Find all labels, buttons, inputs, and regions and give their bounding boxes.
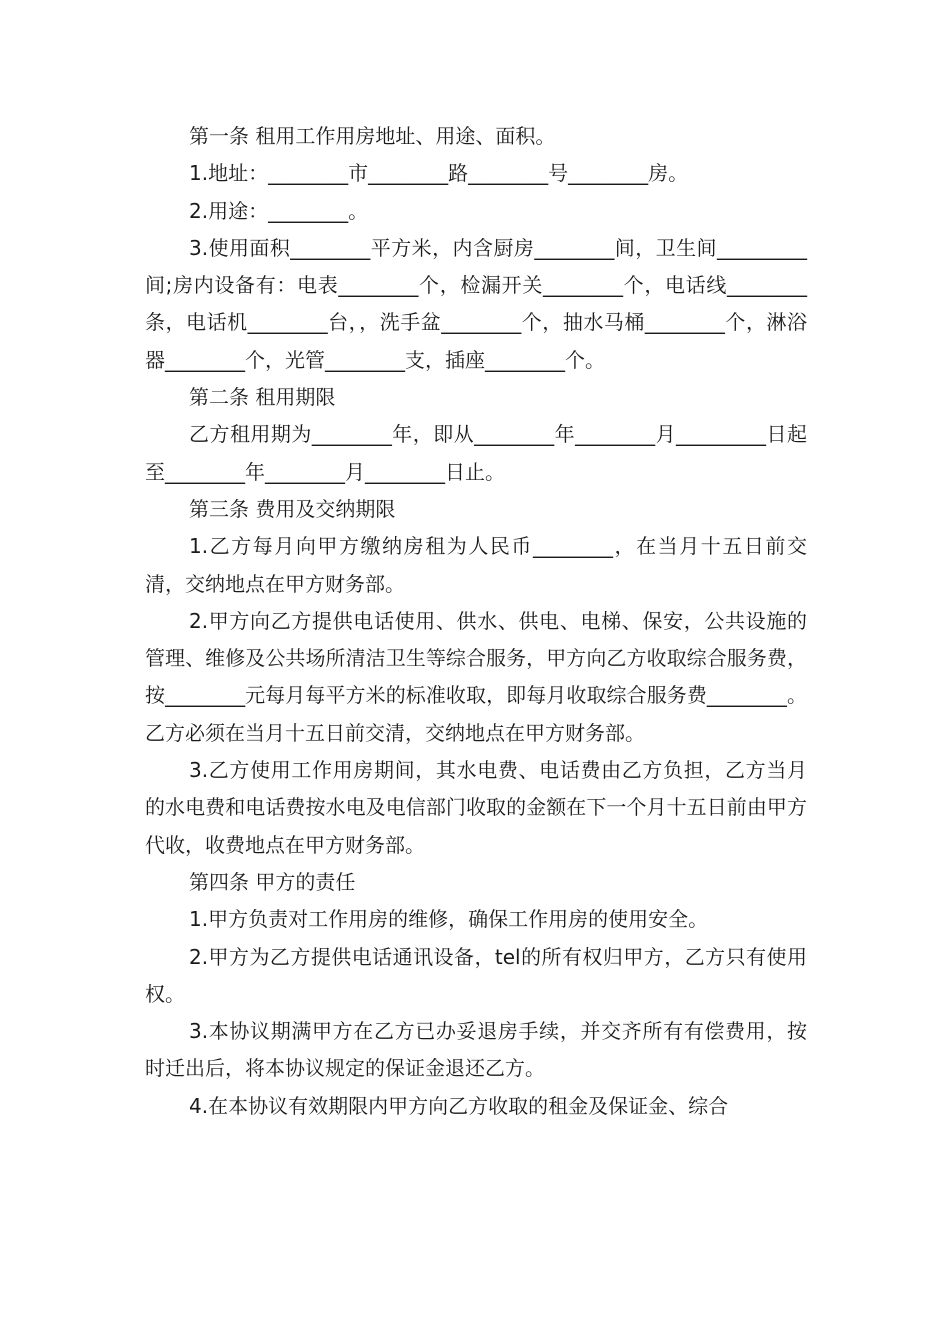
article-1-heading: 第一条 租用工作用房地址、用途、面积。 <box>189 124 556 148</box>
article-4-item-1-maintenance: 1.甲方负责对工作用房的维修，确保工作用房的使用安全。 <box>189 907 709 932</box>
article-3-heading: 第三条 费用及交纳期限 <box>189 496 396 521</box>
article-4-item-4-fees: 4.在本协议有效期限内甲方向乙方收取的租金及保证金、综合 <box>189 1093 729 1118</box>
article-2-term: 乙方租用期为________年，即从________年________月_________日起至________年________月________日止。 <box>145 422 807 484</box>
article-3-item-3-utilities: 3.乙方使用工作用房期间，其水电费、电话费由乙方负担，乙方当月的水电费和电话费按水电及电信部门收取的金额在下一个月十五日前由甲方代收，收费地点在甲方财务部。 <box>145 758 807 857</box>
document-body <box>145 118 807 1125</box>
article-1-item-3-area: 3.使用面积________平方米，内含厨房________间，卫生间_________间;房内设备有：电表________个，检漏开关________个，电话线________条，电话机________台，，洗手盆________个，抽水马桶________个，淋浴器________个，光管________支，插座________个。 <box>145 235 807 372</box>
article-2-heading: 第二条 租用期限 <box>189 385 336 410</box>
article-1-item-2-purpose: 2.用途：________。 <box>189 198 369 223</box>
article-3-item-1-rent: 1.乙方每月向甲方缴纳房租为人民币________，在当月十五日前交清，交纳地点在甲方财务部。 <box>145 534 807 596</box>
article-4-item-2-telephone: 2.甲方为乙方提供电话通讯设备，tel的所有权归甲方，乙方只有使用权。 <box>145 944 807 1006</box>
article-4-heading: 第四条 甲方的责任 <box>189 869 356 894</box>
article-4-item-3-deposit-refund: 3.本协议期满甲方在乙方已办妥退房手续，并交齐所有有偿费用，按时迁出后，将本协议规定的保证金退还乙方。 <box>145 1019 807 1081</box>
article-3-item-2-service-fee: 2.甲方向乙方提供电话使用、供水、供电、电梯、保安，公共设施的管理、维修及公共场所清洁卫生等综合服务，甲方向乙方收取综合服务费，按________元每月每平方米的标准收取，即每月收取综合服务费________。乙方必须在当月十五日前交清，交纳地点在甲方财务部。 <box>145 608 807 745</box>
article-1-item-1-address: 1.地址：________市________路________号________房。 <box>189 161 689 186</box>
